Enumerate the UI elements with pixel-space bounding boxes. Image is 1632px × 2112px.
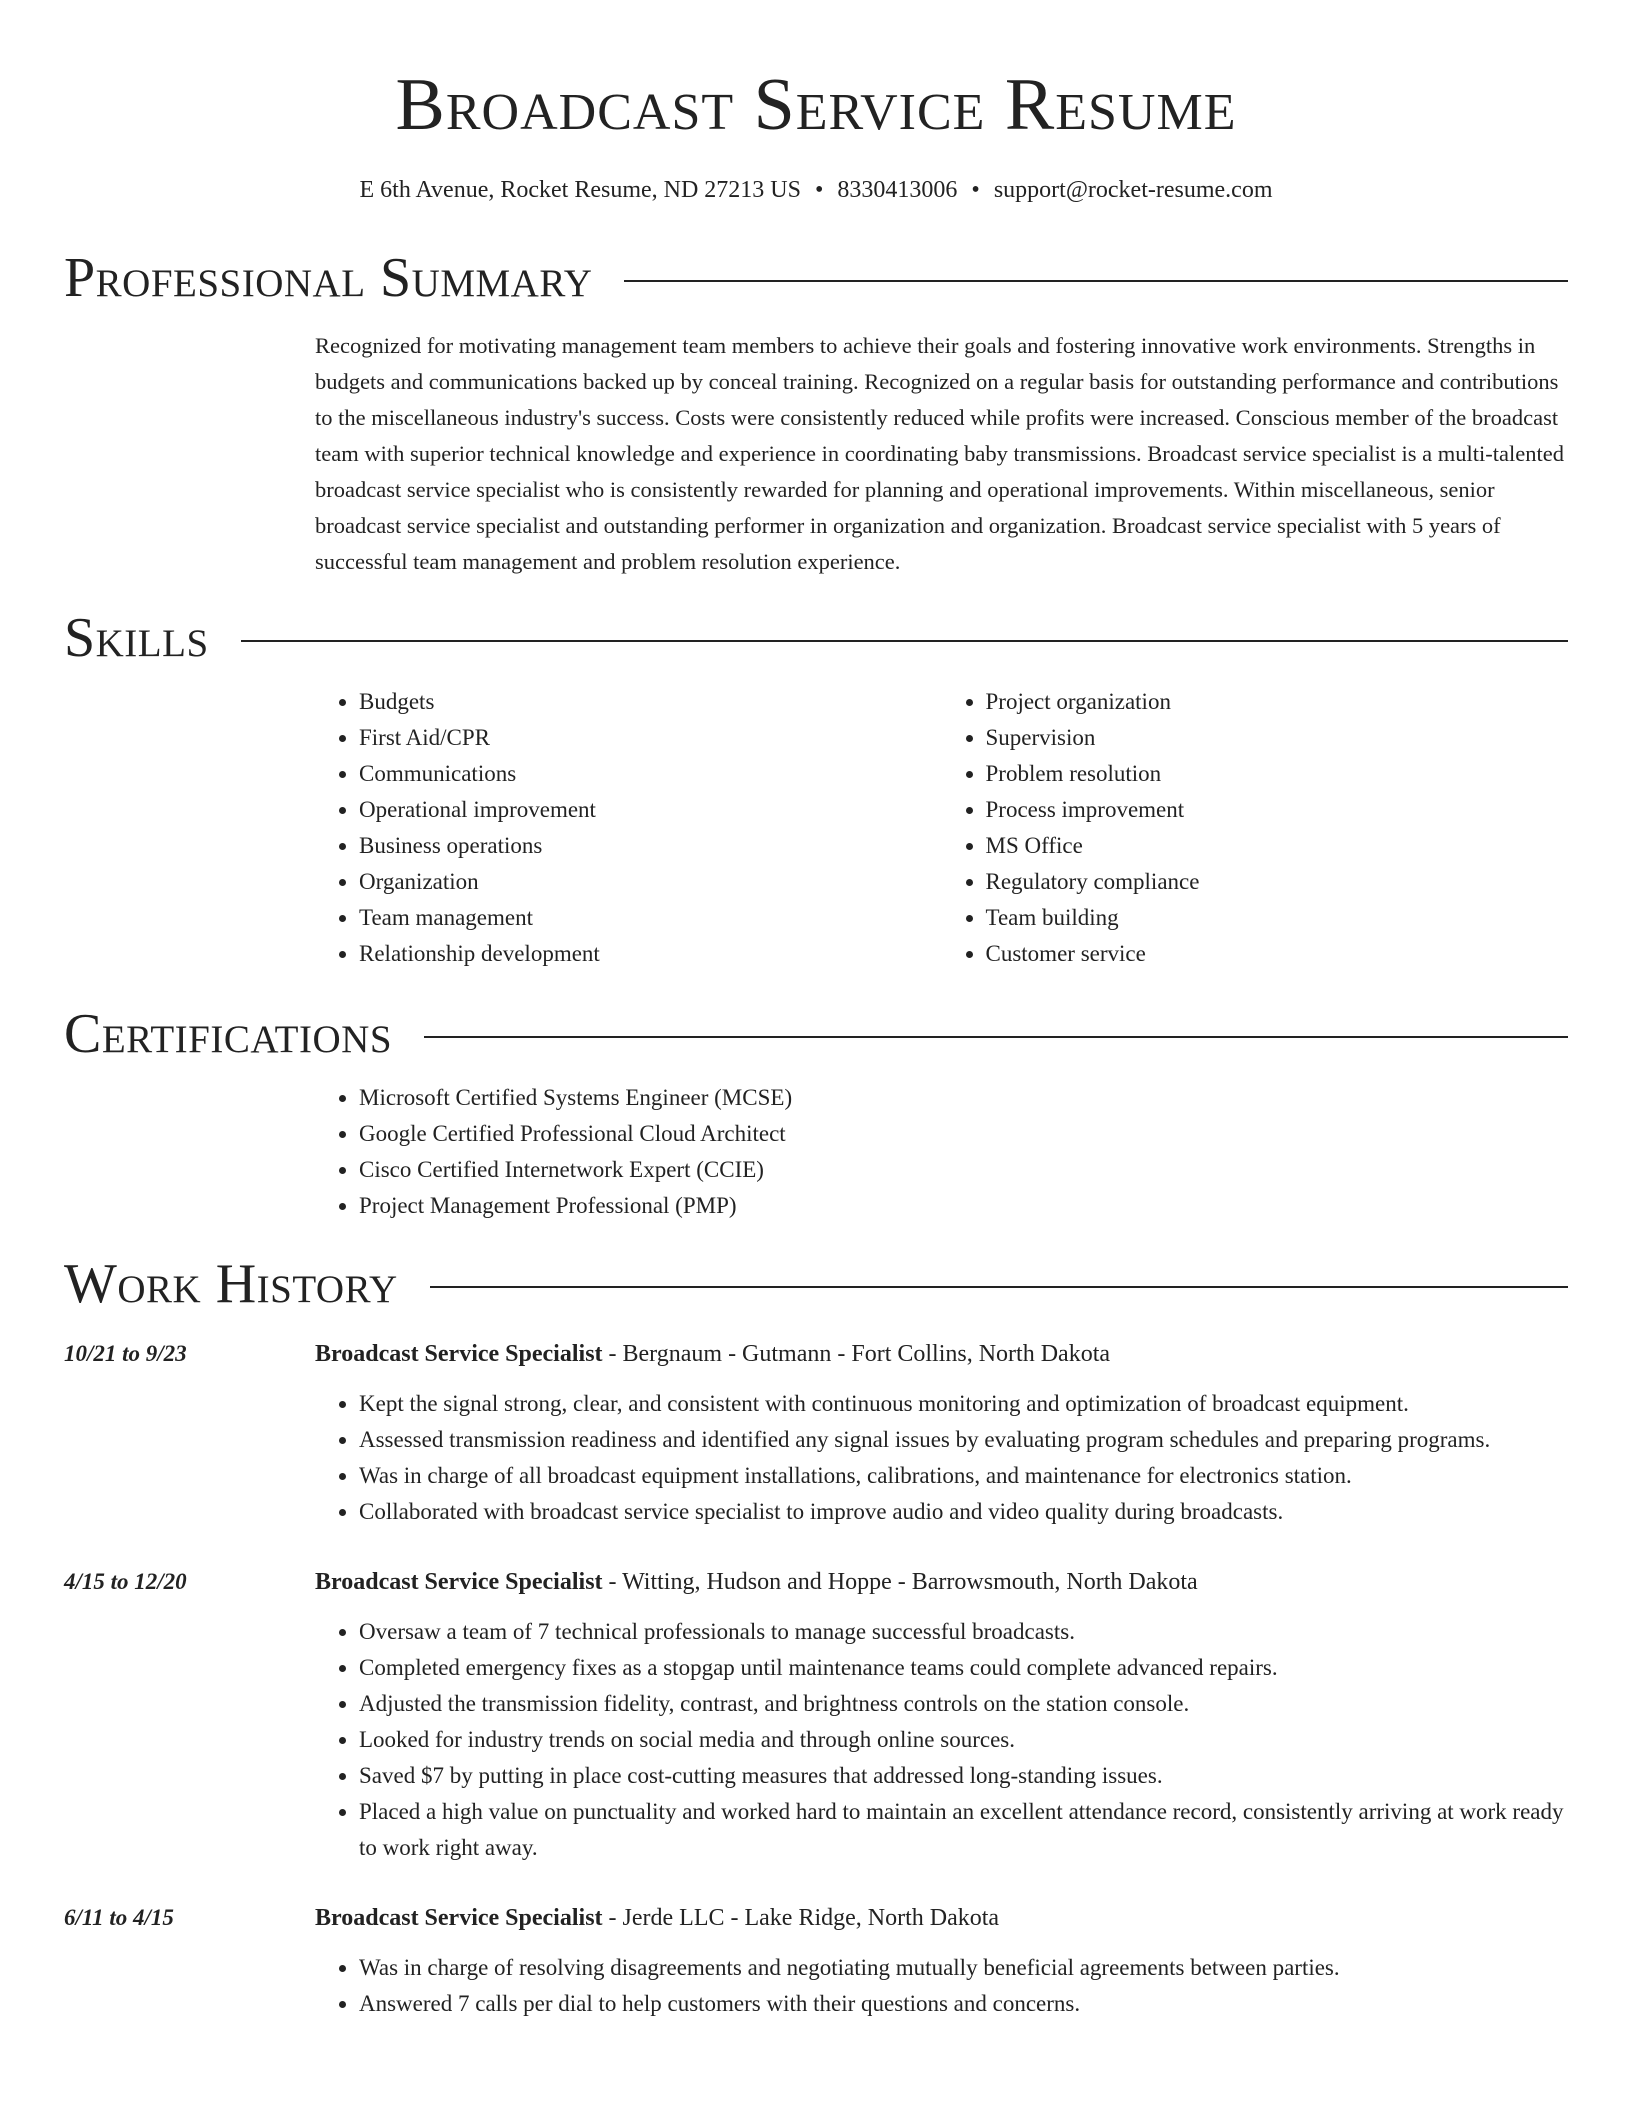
skill-item: • Team building: [986, 900, 1569, 936]
job-bullet: • Completed emergency fixes as a stopgap until maintenance teams could complete advanced repairs.: [359, 1650, 1568, 1686]
contact-line: [64, 174, 1568, 206]
skill-item: • Communications: [359, 756, 942, 792]
job-bullet: • Adjusted the transmission fidelity, contrast, and brightness controls on the station console.: [359, 1686, 1568, 1722]
certification-item: • Google Certified Professional Cloud Architect: [359, 1116, 1568, 1152]
skill-item: • Process improvement: [986, 792, 1569, 828]
job-bullet: • Collaborated with broadcast service specialist to improve audio and video quality during broadcasts.: [359, 1494, 1568, 1530]
certification-item: • Project Management Professional (PMP): [359, 1188, 1568, 1224]
skills-list-right: [942, 684, 1569, 972]
resume-page: [64, 0, 1568, 2022]
job-entry: [64, 1900, 1568, 2022]
job-dates: 6/11 to 4/15: [64, 1905, 174, 1930]
section-rule: [241, 640, 1568, 642]
section-header-summary: [64, 246, 1568, 310]
job-bullet: • Was in charge of resolving disagreements and negotiating mutually beneficial agreements between parties.: [359, 1950, 1568, 1986]
skill-item: • Project organization: [986, 684, 1569, 720]
resume-title: Broadcast Service Resume: [395, 64, 1237, 146]
section-rule: [424, 1036, 1568, 1038]
certification-item: • Cisco Certified Internetwork Expert (CCIE): [359, 1152, 1568, 1188]
skill-item: • Regulatory compliance: [986, 864, 1569, 900]
section-title-work-history: Work History: [64, 1253, 398, 1315]
job-role: Broadcast Service Specialist: [315, 1905, 603, 1931]
contact-separator: •: [815, 177, 824, 203]
skill-item: • Organization: [359, 864, 942, 900]
job-bullet: • Assessed transmission readiness and identified any signal issues by evaluating program schedules and preparing programs.: [359, 1422, 1568, 1458]
job-bullet: • Saved $7 by putting in place cost-cutting measures that addressed long-standing issues.: [359, 1758, 1568, 1794]
certifications-block: [315, 1080, 1568, 1224]
contact-separator: •: [971, 177, 980, 203]
job-employer: - Jerde LLC - Lake Ridge, North Dakota: [602, 1905, 1000, 1931]
skill-item: • Relationship development: [359, 936, 942, 972]
skill-item: • Team management: [359, 900, 942, 936]
job-heading: [315, 1336, 1568, 1372]
section-rule: [430, 1286, 1568, 1288]
section-title-summary: Professional Summary: [64, 247, 593, 309]
certifications-list: [315, 1080, 1568, 1224]
section-title-certifications: Certifications: [64, 1003, 393, 1065]
job-bullets: [315, 1950, 1568, 2022]
contact-address: E 6th Avenue, Rocket Resume, ND 27213 US: [359, 177, 801, 203]
job-dates: 10/21 to 9/23: [64, 1341, 187, 1366]
skill-item: • Supervision: [986, 720, 1569, 756]
job-heading: [315, 1564, 1568, 1600]
job-bullet: • Looked for industry trends on social media and through online sources.: [359, 1722, 1568, 1758]
job-role: Broadcast Service Specialist: [315, 1569, 603, 1595]
job-heading: [315, 1900, 1568, 1936]
skills-columns: [315, 684, 1568, 972]
skill-item: • MS Office: [986, 828, 1569, 864]
skill-item: • Business operations: [359, 828, 942, 864]
section-rule: [624, 280, 1568, 282]
job-bullet: • Oversaw a team of 7 technical professionals to manage successful broadcasts.: [359, 1614, 1568, 1650]
job-bullet: • Answered 7 calls per dial to help customers with their questions and concerns.: [359, 1986, 1568, 2022]
skill-item: • Operational improvement: [359, 792, 942, 828]
job-body: [315, 1900, 1568, 2022]
contact-phone: 8330413006: [837, 177, 958, 203]
section-header-work-history: [64, 1252, 1568, 1316]
summary-text: Recognized for motivating management team members to achieve their goals and fostering innovative work environments. Strengths in budgets and communications backed up by conceal training. Recognized on a regular basis for outstanding performance and contributions to the miscellaneous industry's success. Costs were consistently reduced while profits were increased. Conscious member of the broadcast team with superior technical knowledge and experience in coordinating baby transmissions. Broadcast service specialist is a multi-talented broadcast service specialist who is consistently rewarded for planning and operational improvements. Within miscellaneous, senior broadcast service specialist and outstanding performer in organization and organization. Broadcast service specialist with 5 years of successful team management and problem resolution experience.: [315, 333, 1564, 574]
job-bullets: [315, 1386, 1568, 1530]
section-title-skills: Skills: [64, 607, 209, 669]
job-bullet: • Was in charge of all broadcast equipment installations, calibrations, and maintenance for electronics station.: [359, 1458, 1568, 1494]
job-dates: 4/15 to 12/20: [64, 1569, 187, 1594]
skills-list-left: [315, 684, 942, 972]
skill-item: • First Aid/CPR: [359, 720, 942, 756]
certification-item: • Microsoft Certified Systems Engineer (MCSE): [359, 1080, 1568, 1116]
job-entry: [64, 1564, 1568, 1866]
job-employer: - Witting, Hudson and Hoppe - Barrowsmouth, North Dakota: [602, 1569, 1198, 1595]
job-body: [315, 1564, 1568, 1866]
contact-email: support@rocket-resume.com: [993, 177, 1273, 203]
job-entry: [64, 1336, 1568, 1530]
section-header-skills: [64, 606, 1568, 670]
job-role: Broadcast Service Specialist: [315, 1341, 603, 1367]
work-history-list: [64, 1336, 1568, 2022]
job-body: [315, 1336, 1568, 1530]
skill-item: • Budgets: [359, 684, 942, 720]
skill-item: • Problem resolution: [986, 756, 1569, 792]
job-employer: - Bergnaum - Gutmann - Fort Collins, North Dakota: [602, 1341, 1111, 1367]
section-header-certifications: [64, 1002, 1568, 1066]
job-bullet: • Placed a high value on punctuality and worked hard to maintain an excellent attendance record, consistently arriving at work ready to work right away.: [359, 1794, 1568, 1866]
job-bullet: • Kept the signal strong, clear, and consistent with continuous monitoring and optimization of broadcast equipment.: [359, 1386, 1568, 1422]
skill-item: • Customer service: [986, 936, 1569, 972]
job-bullets: [315, 1614, 1568, 1866]
